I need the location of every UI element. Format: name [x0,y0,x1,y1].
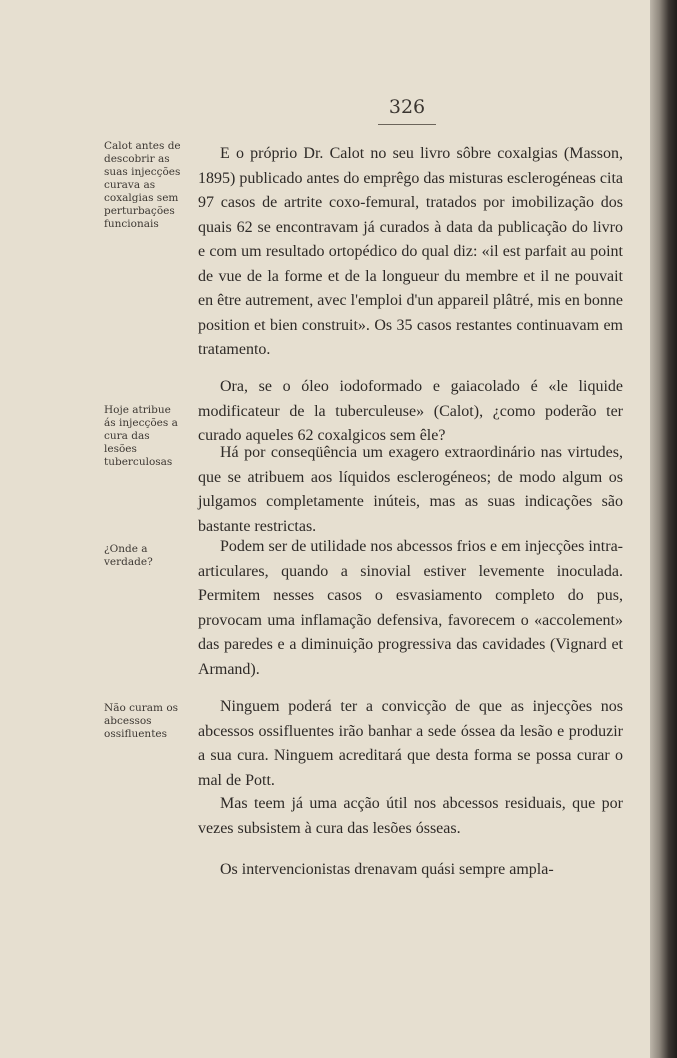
paragraph-text: Há por conseqüência um exagero extraordinário nas virtudes, que se atribuem aos líquidos esclerogéneos; de modo algum os julgamos completamente inúteis, mas as suas indicações são bastante restrictas. [198,444,623,535]
body-paragraph-6 [198,792,623,841]
body-paragraph-7 [198,858,623,883]
paragraph-text: Ninguem poderá ter a convicção de que as injecções nos abcessos ossifluentes irão banhar a sede óssea da lesão e produzir a sua cura. Ninguem acreditará que desta forma se possa curar o mal de Pott. [198,698,623,789]
body-paragraph-3 [198,441,623,539]
body-paragraph-2 [198,375,623,449]
margin-note-calot: Calot antes de descobrir as suas injecções curava as coxalgias sem perturbações funcionais [104,140,181,230]
body-paragraph-4 [198,535,623,682]
margin-note-verdade: ¿Onde a verdade? [104,543,153,568]
margin-note-abcessos: Não curam os abcessos ossifluentes [104,702,179,740]
paragraph-text: Os intervencionistas drenavam quási sempre ampla- [220,861,554,878]
body-paragraph-5 [198,695,623,793]
paragraph-text: E o próprio Dr. Calot no seu livro sôbre coxalgias (Masson, 1895) publicado antes do emprêgo das misturas esclerogéneas cita 97 casos de artrite coxo-femural, tratados por imobilização dos quais 62 se encontravam já curados à data da publicação do livro e com um resultado ortopédico do qual diz: «il est parfait au point de vue de la forme et de la longueur du membre et il ne pouvait en être autrement, avec l'emploi d'un appareil plâtré, mis en bonne position et bien construit». Os 35 casos restantes continuavam em tratamento. [198,145,623,358]
paragraph-text: Podem ser de utilidade nos abcessos frios e em injecções intra-articulares, quando a sinovial estiver levemente inoculada. Permitem nesses casos o esvasiamento completo do pus, provocam uma inflamação defensiva, favorecem o «accolement» das paredes e a diminuição progressiva das cavidades (Vignard et Armand). [198,538,623,678]
body-paragraph-1 [198,142,623,363]
page-edge-shadow [650,0,677,1058]
paragraph-text: Mas teem já uma acção útil nos abcessos residuais, que por vezes subsistem à cura das lesões ósseas. [198,795,623,837]
margin-note-hoje: Hoje atribue ás injecções a cura das lesões tuberculosas [104,404,178,468]
page-number: 326 [388,96,426,118]
paragraph-text: Ora, se o óleo iodoformado e gaiacolado é «le liquide modificateur de la tuberculeuse» (Calot), ¿como poderão ter curado aqueles 62 coxalgicos sem êle? [198,378,623,444]
header-rule [378,124,436,125]
